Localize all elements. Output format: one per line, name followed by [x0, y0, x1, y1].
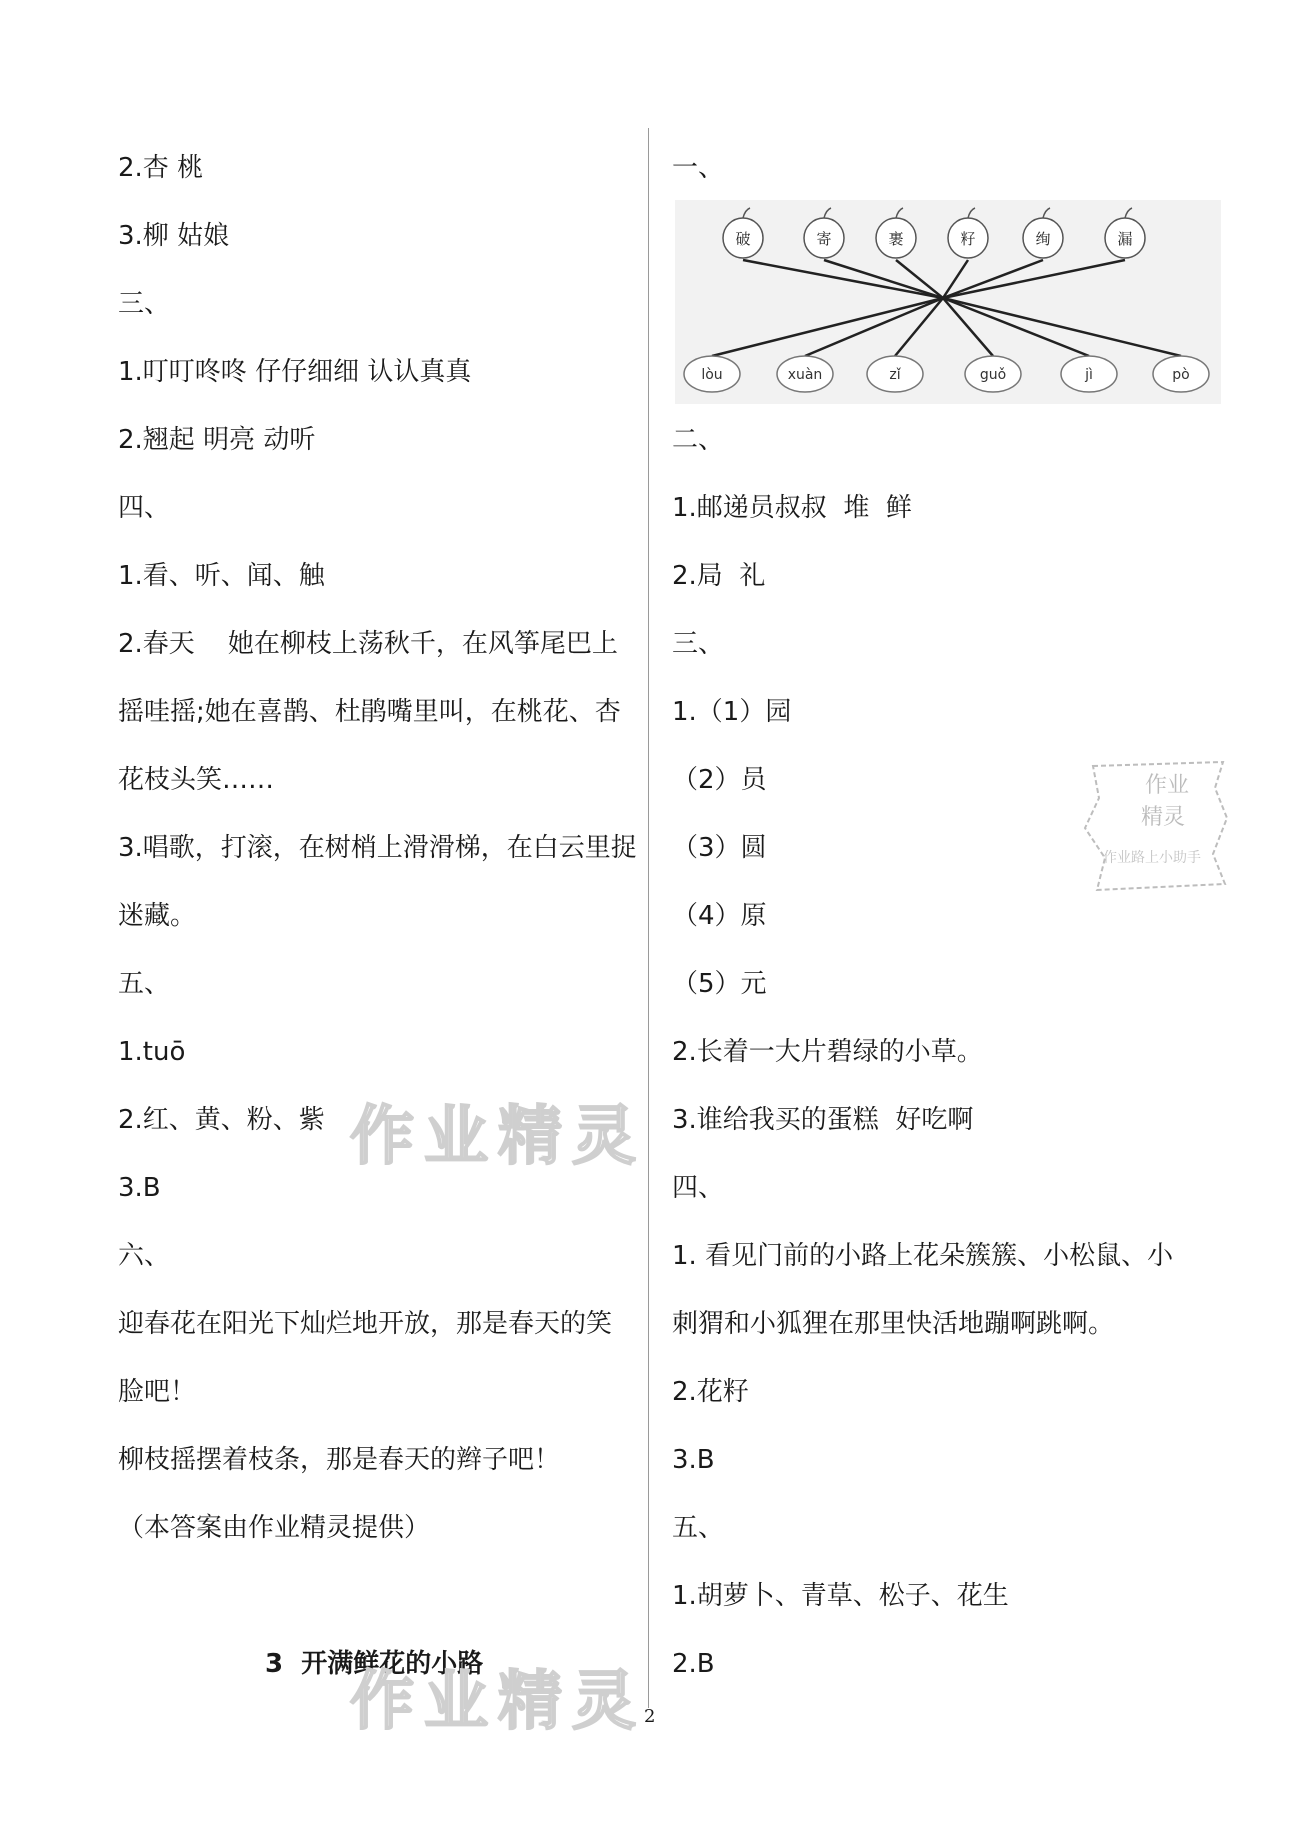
- column-divider: [648, 128, 649, 1708]
- matching-diagram: [675, 200, 1221, 404]
- svg-text:漏: 漏: [1117, 230, 1133, 248]
- section-heading: 五、: [672, 1513, 725, 1543]
- answer-line: 柳枝摇摆着枝条，那是春天的辫子吧！: [118, 1445, 561, 1475]
- answer-line: （5）元: [672, 969, 767, 999]
- svg-text:guǒ: guǒ: [979, 367, 1007, 383]
- pinyin-oval: [965, 356, 1021, 392]
- answer-line: 2.B: [672, 1649, 715, 1679]
- apple-character: [1105, 208, 1145, 258]
- apple-character: [876, 208, 916, 258]
- lesson-heading: 3 开满鲜花的小路: [265, 1649, 484, 1679]
- apple-character: [723, 208, 763, 258]
- match-line: [805, 260, 1043, 356]
- svg-text:裹: 裹: [888, 230, 904, 248]
- svg-text:绚: 绚: [1035, 230, 1051, 248]
- svg-text:zǐ: zǐ: [889, 367, 901, 383]
- stamp-line1: 作业: [1145, 773, 1190, 798]
- stamp-line3: 作业路上小助手: [1103, 850, 1201, 866]
- answer-line: 1.胡萝卜、青草、松子、花生: [672, 1581, 1009, 1611]
- section-heading: 四、: [118, 493, 171, 523]
- watermark: 作业精灵: [350, 1665, 646, 1739]
- matching-svg: [675, 200, 1221, 404]
- svg-text:xuàn: xuàn: [787, 367, 823, 383]
- answer-line: 3.B: [672, 1445, 715, 1475]
- svg-text:lòu: lòu: [701, 367, 723, 383]
- section-heading: 三、: [118, 289, 171, 319]
- answer-line: 1.（1）园: [672, 697, 792, 727]
- answer-line: 2.长着一大片碧绿的小草。: [672, 1037, 983, 1067]
- pinyin-oval: [684, 356, 740, 392]
- answer-line: 迎春花在阳光下灿烂地开放，那是春天的笑: [118, 1309, 613, 1339]
- apple-character: [804, 208, 844, 258]
- answer-line: 迷藏。: [118, 901, 197, 931]
- svg-text:jì: jì: [1085, 367, 1093, 383]
- answer-line: （2）员: [672, 765, 767, 795]
- match-line: [824, 260, 1089, 356]
- apple-character: [948, 208, 988, 258]
- answer-line: 1.叮叮咚咚 仔仔细细 认认真真: [118, 357, 472, 387]
- answer-line: 摇哇摇;她在喜鹊、杜鹃嘴里叫，在桃花、杏: [118, 697, 621, 727]
- answer-line: 2.局 礼: [672, 561, 766, 591]
- svg-text:寄: 寄: [816, 230, 832, 248]
- answer-line: 1.tuō: [118, 1037, 186, 1067]
- credit-note: （本答案由作业精灵提供）: [118, 1513, 431, 1543]
- pinyin-oval: [1061, 356, 1117, 392]
- svg-text:pò: pò: [1172, 367, 1190, 383]
- answer-line: 3.柳 姑娘: [118, 221, 230, 251]
- svg-text:籽: 籽: [960, 230, 976, 248]
- answer-line: 1. 看见门前的小路上花朵簇簇、小松鼠、小: [672, 1241, 1174, 1271]
- stamp-line2: 精灵: [1141, 805, 1186, 830]
- section-heading: 二、: [672, 425, 725, 455]
- stamp-logo: [1075, 758, 1230, 898]
- answer-line: 花枝头笑……: [118, 765, 275, 795]
- answer-line: 3.谁给我买的蛋糕 好吃啊: [672, 1105, 974, 1135]
- section-heading: 四、: [672, 1173, 725, 1203]
- answer-line: （4）原: [672, 901, 767, 931]
- answer-line: （3）圆: [672, 833, 767, 863]
- answer-line: 1.邮递员叔叔 堆 鲜: [672, 493, 912, 523]
- answer-line: 2.翘起 明亮 动听: [118, 425, 316, 455]
- answer-line: 2.杏 桃: [118, 153, 204, 183]
- answer-line: 刺猬和小狐狸在那里快活地蹦啊跳啊。: [672, 1309, 1115, 1339]
- section-heading: 五、: [118, 969, 171, 999]
- match-line: [896, 260, 993, 356]
- answer-line: 1.看、听、闻、触: [118, 561, 325, 591]
- answer-line: 脸吧！: [118, 1377, 197, 1407]
- pinyin-oval: [1153, 356, 1209, 392]
- match-line: [743, 260, 1181, 356]
- section-heading: 三、: [672, 629, 725, 659]
- pinyin-oval: [777, 356, 833, 392]
- watermark: 作业精灵: [350, 1100, 646, 1174]
- answer-line: 2.春天 她在柳枝上荡秋千，在风筝尾巴上: [118, 629, 618, 659]
- pinyin-oval: [867, 356, 923, 392]
- page-number: 2: [644, 1706, 656, 1727]
- answer-line: 2.红、黄、粉、紫: [118, 1105, 325, 1135]
- answer-line: 2.花籽: [672, 1377, 749, 1407]
- answer-line: 3.B: [118, 1173, 161, 1203]
- apple-character: [1023, 208, 1063, 258]
- section-heading: 六、: [118, 1241, 171, 1271]
- section-heading: 一、: [672, 153, 725, 183]
- answer-line: 3.唱歌，打滚，在树梢上滑滑梯，在白云里捉: [118, 833, 637, 863]
- svg-text:破: 破: [735, 230, 751, 248]
